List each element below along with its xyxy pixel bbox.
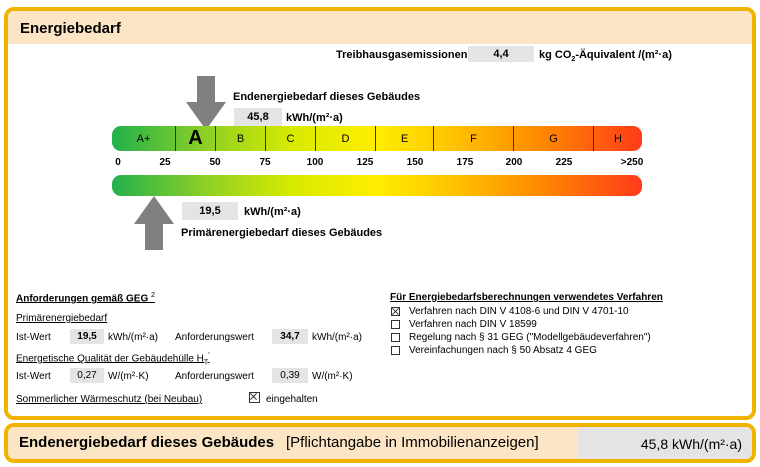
ist-unit: kWh/(m²·a) [108,332,158,343]
footer-note: [Pflichtangabe in Immobilienanzeigen] [286,434,539,451]
energy-class-1: A+ [112,126,176,151]
primaer-value: 19,5 [182,202,238,220]
sommer-checkbox[interactable] [249,392,260,403]
scale-tick: 100 [306,157,324,168]
energy-class-6: E [376,126,434,151]
h-ist-label: Ist-Wert [16,371,51,382]
panel-title: Energiebedarf [20,20,121,37]
requirements-title: Anforderungen gemäß GEG $^2$ [16,292,155,305]
footer-value-box [578,427,752,459]
endenergie-arrow-icon [186,76,226,130]
method-checkbox[interactable] [391,333,400,342]
method-label: Vereinfachungen nach § 50 Absatz 4 GEG [409,345,597,356]
anf-unit: kWh/(m²·a) [312,332,362,343]
footer-bar [4,423,756,463]
scale-tick: 175 [456,157,474,168]
h-anf-label: Anforderungswert [175,371,254,382]
energy-class-7: F [434,126,514,151]
method-checkbox[interactable] [391,320,400,329]
h-ist-value: 0,27 [70,368,104,383]
anf-value: 34,7 [272,329,308,344]
sommer-label: Sommerlicher Wärmeschutz (bei Neubau) [16,394,203,405]
huelle-title: Energetische Qualität der Gebäudehülle $H_T'$ [16,352,210,367]
scale-tick: 0 [115,157,121,168]
h-ist-unit: W/(m²·K) [108,371,149,382]
ist-label: Ist-Wert [16,332,51,343]
energy-class-3: B [216,126,266,151]
ist-value: 19,5 [70,329,104,344]
emissions-value: 4,4 [468,46,534,62]
h-anf-value: 0,39 [272,368,308,383]
method-label: Verfahren nach DIN V 4108-6 und DIN V 4701-10 [409,306,629,317]
scale-tick: 225 [555,157,573,168]
scale-tick: 50 [209,157,221,168]
endenergie-value: 45,8 [234,108,282,126]
energy-class-9: H [614,132,622,145]
scale-tick: 75 [259,157,271,168]
scale-tick: 25 [159,157,171,168]
energy-class-4: C [266,126,316,151]
scale-tick: 150 [406,157,424,168]
energy-class-5: D [316,126,376,151]
anf-label: Anforderungswert [175,332,254,343]
primaer-label: Primärenergiebedarf dieses Gebäudes [181,227,383,239]
h-anf-unit: W/(m²·K) [312,371,353,382]
sommer-check-label: eingehalten [266,394,318,405]
emissions-unit: kg $CO_2$-Äquivalent /(m²·a) [539,49,672,64]
energy-class-2: A [176,126,216,151]
endenergie-label: Endenergiebedarf dieses Gebäudes [233,91,421,103]
scale-tick: 125 [356,157,374,168]
scale-tick: 200 [505,157,523,168]
footer-title: Endenergiebedarf dieses Gebäudes [19,434,275,451]
endenergie-unit: kWh/(m²·a) [286,112,343,124]
emissions-label: Treibhausgasemissionen [336,49,468,61]
footer-value: 45,8 kWh/(m²·a) [640,436,742,452]
method-label: Verfahren nach DIN V 18599 [409,319,537,330]
panel-header [8,11,752,44]
method-checkbox[interactable] [391,346,400,355]
energy-class-8: G [514,126,594,151]
primary-energy-scale [112,175,642,196]
method-label: Regelung nach § 31 GEG ("Modellgebäudeverfahren") [409,332,651,343]
method-checkbox[interactable] [391,307,400,316]
primaer-arrow-icon [134,196,174,250]
methods-title: Für Energiebedarfsberechnungen verwendetes Verfahren [390,292,663,303]
scale-tick: >250 [620,157,644,168]
energy-class-scale [112,126,642,151]
primaer-req-title: Primärenergiebedarf [16,313,108,324]
primaer-unit: kWh/(m²·a) [244,206,301,218]
